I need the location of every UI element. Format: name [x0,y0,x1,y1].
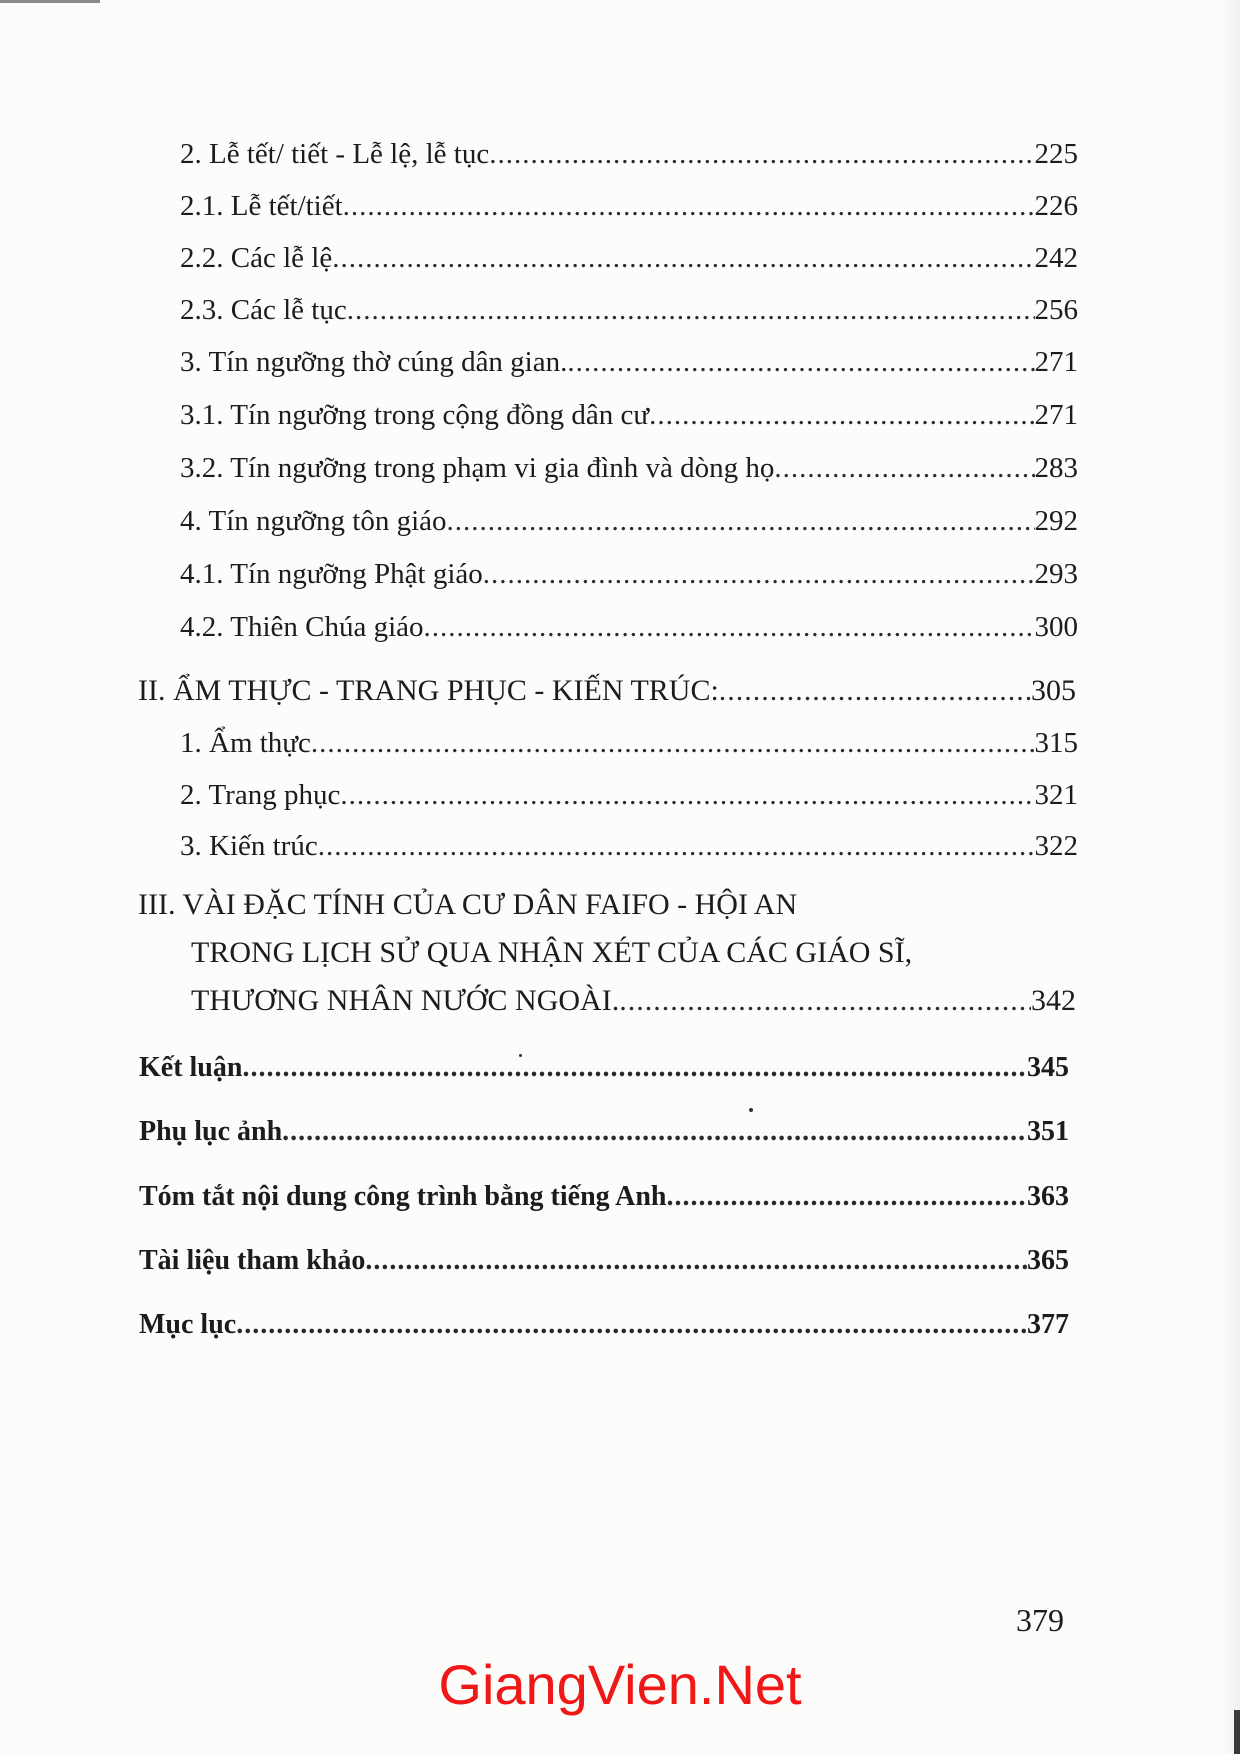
dot-leader [347,294,1035,327]
toc-chapter-page: 345 [1027,1052,1069,1083]
toc-entry-page: 292 [1034,505,1078,537]
toc-chapter-label: Kết luận [139,1052,243,1083]
toc-entry-label: 4. Tín ngưỡng tôn giáo [180,505,447,537]
toc-entry[interactable] [180,242,1078,275]
toc-entry[interactable] [180,346,1078,379]
toc-entry[interactable] [180,779,1078,812]
dot-leader [489,138,1034,171]
toc-chapter-label: Tóm tắt nội dung công trình bằng tiếng Anh [139,1181,667,1212]
toc-entry-label: 2.2. Các lễ lệ [180,242,333,274]
dot-leader [424,611,1035,644]
scan-speck [749,1108,753,1112]
toc-section-line: III. VÀI ĐẶC TÍNH CỦA CƯ DÂN FAIFO - HỘI AN [138,888,798,921]
toc-entry[interactable] [180,452,1078,485]
toc-entry-page: 300 [1034,611,1078,643]
toc-entry-label: 3. Kiến trúc [180,830,318,862]
toc-chapter[interactable] [139,1052,1069,1084]
dot-leader [619,984,1031,1018]
dot-leader [365,1245,1027,1277]
toc-entry[interactable] [180,399,1078,432]
toc-chapter-page: 365 [1027,1245,1069,1276]
toc-entry-label: 3.1. Tín ngưỡng trong cộng đồng dân cư [180,399,650,431]
toc-entry-label: 3. Tín ngưỡng thờ cúng dân gian. [180,346,568,378]
dot-leader [483,558,1035,591]
watermark: GiangVien.Net [438,1653,802,1716]
toc-section-label: II. ẨM THỰC - TRANG PHỤC - KIẾN TRÚC: [138,674,719,707]
dot-leader [242,1052,1027,1084]
dot-leader [236,1309,1027,1341]
toc-chapter-label: Phụ lục ảnh [139,1116,283,1147]
toc-section-page: 305 [1031,674,1076,707]
dot-leader [311,727,1035,760]
toc-entry[interactable] [180,505,1078,538]
dot-leader [332,242,1034,275]
scan-speck [519,1054,522,1057]
toc-entry[interactable] [180,558,1078,591]
toc-entry-label: 2. Trang phục [180,779,341,811]
toc-entry-label: 1. Ẩm thực [180,727,311,759]
toc-entry[interactable] [180,190,1078,223]
toc-entry-page: 293 [1034,558,1078,590]
toc-entry-label: 2.1. Lễ tết/tiết [180,190,343,222]
toc-section-line: THƯƠNG NHÂN NƯỚC NGOÀI. [191,984,620,1017]
toc-chapter[interactable] [139,1181,1069,1213]
toc-entry-label: 2.3. Các lễ tục [180,294,347,326]
dot-leader [318,830,1035,863]
toc-entry[interactable] [180,611,1078,644]
toc-chapter-label: Mục lục [139,1309,237,1340]
toc-entry-label: 4.2. Thiên Chúa giáo [180,611,424,643]
toc-entry-label: 3.2. Tín ngưỡng trong phạm vi gia đình và dòng họ [180,452,775,484]
toc-entry-page: 271 [1034,399,1078,431]
dot-leader [719,674,1031,708]
toc-section-page: 342 [1031,984,1076,1017]
toc-entry-page: 256 [1034,294,1078,326]
toc-entry-page: 322 [1034,830,1078,862]
toc-chapter-label: Tài liệu tham khảo [139,1245,366,1276]
dot-leader [567,346,1034,379]
toc-entry[interactable] [180,727,1078,760]
toc-chapter[interactable] [139,1309,1069,1341]
page-number: 379 [1016,1602,1064,1638]
toc-entry-page: 225 [1034,138,1078,170]
toc-entry-page: 271 [1034,346,1078,378]
toc-entry[interactable] [180,294,1078,327]
dot-leader [447,505,1035,538]
toc-section-multiline[interactable] [138,888,1076,1028]
dot-leader [282,1116,1027,1148]
toc-section[interactable] [138,674,1076,708]
toc-entry-page: 321 [1034,779,1078,811]
toc-entry-label: 4.1. Tín ngưỡng Phật giáo [180,558,483,590]
toc-chapter-page: 377 [1027,1309,1069,1340]
dot-leader [649,399,1034,432]
dot-leader [340,779,1034,812]
dot-leader [666,1181,1027,1213]
dot-leader [343,190,1035,223]
toc-chapter-page: 363 [1027,1181,1069,1212]
toc-chapter[interactable] [139,1116,1069,1148]
toc-entry[interactable] [180,138,1078,171]
toc-entry-page: 315 [1034,727,1078,759]
toc-section-line: TRONG LỊCH SỬ QUA NHẬN XÉT CỦA CÁC GIÁO SĨ, [191,936,913,969]
toc-entry-page: 283 [1034,452,1078,484]
toc-chapter-page: 351 [1027,1116,1069,1147]
toc-chapter[interactable] [139,1245,1069,1277]
dot-leader [774,452,1034,485]
toc-entry-page: 242 [1034,242,1078,274]
toc-section-last-line [191,984,1076,1018]
toc-entry-label: 2. Lễ tết/ tiết - Lễ lệ, lễ tục [180,138,490,170]
toc-entry[interactable] [180,830,1078,863]
toc-entry-page: 226 [1034,190,1078,222]
